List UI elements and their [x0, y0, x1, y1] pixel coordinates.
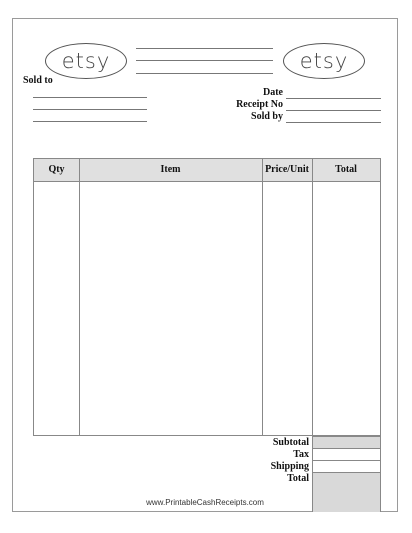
date-line[interactable] — [286, 98, 381, 99]
column-divider-1 — [79, 159, 80, 435]
column-header-item: Item — [160, 164, 181, 175]
total-label: Total — [287, 473, 309, 484]
header-line-2[interactable] — [136, 60, 273, 61]
items-table — [33, 158, 381, 436]
column-header-total: Total — [335, 164, 357, 175]
sold-by-line[interactable] — [286, 122, 381, 123]
column-header-price-unit: Price/Unit — [265, 164, 309, 175]
column-divider-2 — [262, 159, 263, 435]
receipt-no-label: Receipt No — [236, 99, 283, 110]
sold-to-label: Sold to — [23, 75, 53, 86]
date-label: Date — [263, 87, 283, 98]
header-line-3[interactable] — [136, 73, 273, 74]
sold-to-line-3[interactable] — [33, 121, 147, 122]
tax-label: Tax — [293, 449, 309, 460]
footer-website: www.PrintableCashReceipts.com — [146, 498, 264, 507]
table-header — [34, 159, 380, 182]
column-header-qty: Qty — [48, 164, 65, 175]
etsy-logo-left: etsy — [45, 43, 127, 79]
receipt-no-line[interactable] — [286, 110, 381, 111]
sold-to-line-2[interactable] — [33, 109, 147, 110]
receipt-sheet — [12, 18, 398, 512]
etsy-logo-right: etsy — [283, 43, 365, 79]
sold-by-label: Sold by — [251, 111, 283, 122]
column-divider-3 — [312, 159, 313, 435]
shipping-label: Shipping — [270, 461, 309, 472]
sold-to-line-1[interactable] — [33, 97, 147, 98]
subtotal-label: Subtotal — [272, 437, 309, 448]
header-line-1[interactable] — [136, 48, 273, 49]
